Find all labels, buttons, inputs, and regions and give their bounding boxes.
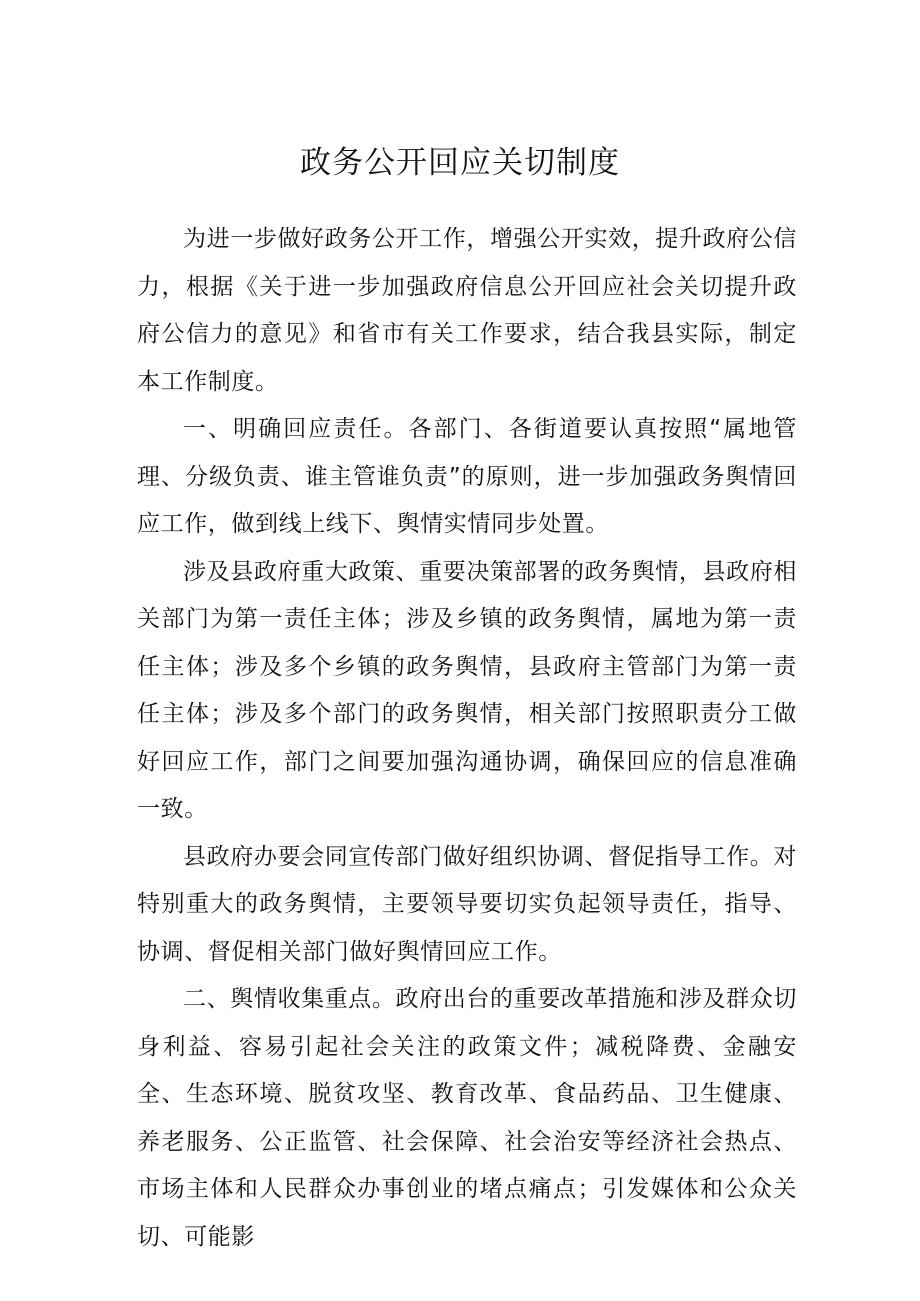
paragraph-section-1: 一、明确回应责任。各部门、各街道要认真按照“属地管理、分级负责、谁主管谁负责”的原则，进一步加强政务舆情回应工作，做到线上线下、舆情实情同步处置。 bbox=[137, 416, 797, 537]
paragraph-responsibility-subjects: 涉及县政府重大政策、重要决策部署的政务舆情，县政府相关部门为第一责任主体；涉及乡镇的政务舆情，属地为第一责任主体；涉及多个乡镇的政务舆情，县政府主管部门为第一责任主体；涉及多个部门的政务舆情，相关部门按照职责分工做好回应工作，部门之间要加强沟通协调，确保回应的信息准确一致。 bbox=[137, 558, 797, 822]
paragraph-section-2: 二、舆情收集重点。政府出台的重要改革措施和涉及群众切身利益、容易引起社会关注的政策文件；减税降费、金融安全、生态环境、脱贫攻坚、教育改革、食品药品、卫生健康、养老服务、公正监管、社会保障、社会治安等经济社会热点、市场主体和人民群众办事创业的堵点痛点；引发媒体和公众关切、可能影 bbox=[137, 986, 797, 1250]
document-title: 政务公开回应关切制度 bbox=[300, 145, 620, 181]
paragraph-coordination: 县政府办要会同宣传部门做好组织协调、督促指导工作。对特别重大的政务舆情，主要领导要切实负起领导责任，指导、协调、督促相关部门做好舆情回应工作。 bbox=[137, 843, 797, 965]
paragraph-intro: 为进一步做好政务公开工作，增强公开实效，提升政府公信力，根据《关于进一步加强政府信息公开回应社会关切提升政府公信力的意见》和省市有关工作要求，结合我县实际，制定本工作制度。 bbox=[137, 226, 797, 395]
document-body bbox=[137, 216, 797, 1261]
